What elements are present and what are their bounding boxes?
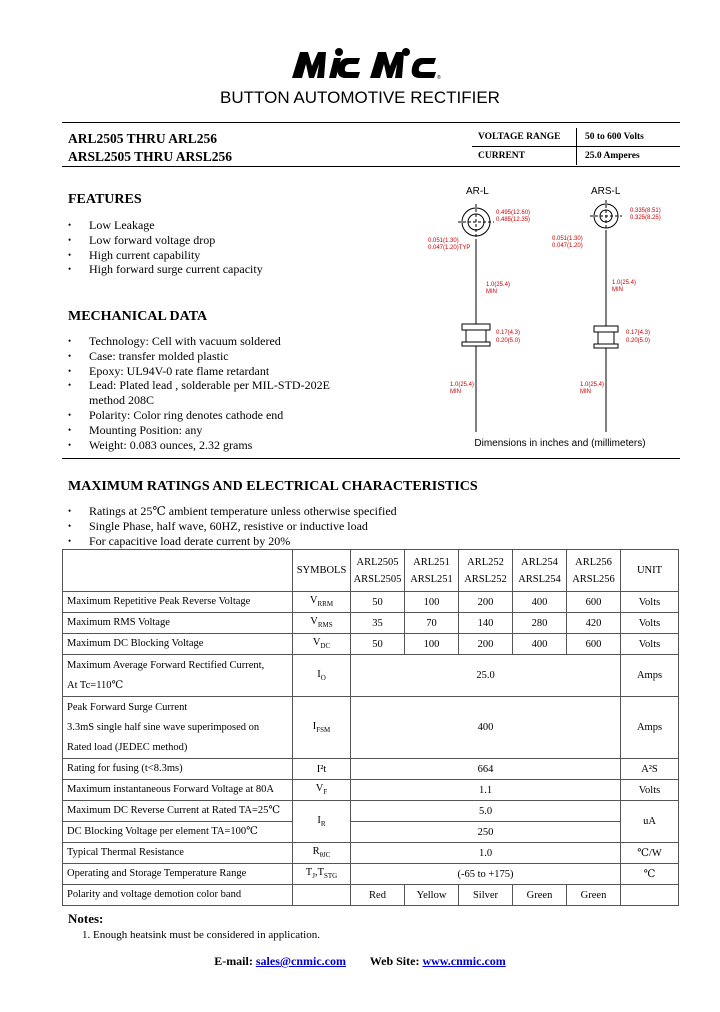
dim-text: 0.335(8.51) (630, 208, 661, 214)
dim-text: MIN (612, 287, 623, 293)
dim-text: 0.047(1.20)TYP (428, 245, 471, 251)
section-rule (62, 458, 680, 459)
package-dimension-diagram (428, 182, 680, 452)
dim-text: 0.17(4.3) (626, 330, 651, 336)
diagram-label-ars-l: ARS-L (591, 186, 621, 197)
table-row: Maximum DC Blocking Voltage $V_{DC}$ 50 100 200 400 600 Volts (63, 634, 679, 655)
part-line-1: ARL2505 THRU ARL256 (68, 131, 218, 146)
part-header: ARL256 ARSL256 (567, 550, 621, 592)
table-row: Maximum RMS Voltage $V_{RMS}$ 35 70 140 280 420 Volts (63, 613, 679, 634)
part-line-2: ARSL2505 THRU ARSL256 (68, 149, 233, 164)
table-row: Maximum Repetitive Peak Reverse Voltage $V_{RRM}$ 50 100 200 400 600 Volts (63, 592, 679, 613)
features-heading: FEATURES (68, 192, 142, 207)
mechanical-item: • Technology: Cell with vacuum soldered (68, 334, 330, 349)
dim-text: 0.17(4.3) (496, 330, 521, 336)
dim-text: MIN (486, 289, 497, 295)
dim-text: 1.0(25.4) (580, 382, 605, 388)
header-rule (62, 166, 680, 167)
ratings-notes (68, 504, 397, 548)
table-row: Maximum DC Reverse Current at Rated TA=25℃ $I_R$ 5.0 uA (63, 801, 679, 822)
dim-text: 0.325(8.25) (630, 215, 661, 221)
dim-text: 0.20(5.0) (626, 338, 651, 344)
part-numbers (68, 130, 232, 166)
voltage-range-label: VOLTAGE RANGE (478, 132, 561, 142)
ratings-heading: MAXIMUM RATINGS AND ELECTRICAL CHARACTERISTICS (68, 479, 478, 494)
dim-text: 0.047(1.20) (552, 243, 583, 249)
table-row: Typical Thermal Resistance $R_{\theta JC}$ 1.0 ℃/W (63, 843, 679, 864)
dim-text: 1.0(25.4) (450, 382, 475, 388)
part-header: ARL254 ARSL254 (513, 550, 567, 592)
part-header: ARL252 ARSL252 (459, 550, 513, 592)
company-logo (290, 46, 440, 80)
unit-header: UNIT (621, 550, 679, 592)
table-row: Operating and Storage Temperature Range $T_J,T_{STG}$ (-65 to +175) ℃ (63, 864, 679, 885)
ratings-note: • For capacitive load derate current by 20% (68, 534, 397, 549)
table-row: Peak Forward Surge Current 3.3mS single half sine wave superimposed on Rated load (JEDEC method) $I_{FSM}$ 400 Amps (63, 697, 679, 759)
note-item: 1. Enough heatsink must be considered in application. (82, 929, 320, 941)
mechanical-item: method 208C (89, 393, 154, 408)
web-label: Web Site: (369, 954, 420, 968)
feature-item: • Low Leakage (68, 218, 263, 233)
dimension-caption: Dimensions in inches and (millimeters) (474, 438, 646, 449)
dim-text: 0.20(5.0) (496, 338, 521, 344)
spec-summary (472, 128, 680, 165)
feature-item: • High current capability (68, 248, 263, 263)
dim-text: 0.495(12.60) (496, 210, 531, 216)
dim-text: MIN (450, 389, 461, 395)
email-label: E-mail: (214, 954, 253, 968)
table-row: Maximum instantaneous Forward Voltage at 80A $V_F$ 1.1 Volts (63, 780, 679, 801)
table-row: Maximum Average Forward Rectified Current, At Tc=110℃ $I_O$ 25.0 Amps (63, 655, 679, 697)
table-header-row (63, 550, 679, 592)
current-label: CURRENT (478, 151, 525, 161)
mechanical-item: • Lead: Plated lead , solderable per MIL-STD-202E (68, 378, 330, 393)
dim-text: 0.485(12.35) (496, 217, 531, 223)
mechanical-heading: MECHANICAL DATA (68, 309, 208, 324)
feature-item: • Low forward voltage drop (68, 233, 263, 248)
ratings-note: • Single Phase, half wave, 60HZ, resistive or inductive load (68, 519, 397, 534)
part-header: ARL2505 ARSL2505 (351, 550, 405, 592)
part-header: ARL251 ARSL251 (405, 550, 459, 592)
dim-text: MIN (580, 389, 591, 395)
mechanical-item: • Case: transfer molded plastic (68, 349, 330, 364)
voltage-range-value: 50 to 600 Volts (585, 132, 644, 142)
mechanical-list (68, 334, 330, 452)
dim-text: 1.0(25.4) (486, 282, 511, 288)
mechanical-item: • Polarity: Color ring denotes cathode end (68, 408, 330, 423)
features-list (68, 218, 263, 277)
web-link[interactable]: www.cnmic.com (422, 954, 506, 968)
table-corner (63, 550, 293, 592)
dim-text: 0.051(1.30) (428, 238, 459, 244)
table-row: Rating for fusing (t<8.3ms) I²t 664 A²S (63, 759, 679, 780)
ratings-note: • Ratings at 25℃ ambient temperature unless otherwise specified (68, 504, 397, 519)
symbols-header: SYMBOLS (293, 550, 351, 592)
svg-text:®: ® (437, 75, 441, 81)
mechanical-item: • Weight: 0.083 ounces, 2.32 grams (68, 438, 330, 453)
mechanical-item: • Epoxy: UL94V-0 rate flame retardant (68, 364, 330, 379)
email-link[interactable]: sales@cnmic.com (255, 954, 346, 968)
dim-text: 1.0(25.4) (612, 280, 637, 286)
diagram-label-ar-l: AR-L (466, 186, 489, 197)
ratings-table (62, 549, 679, 906)
feature-item: • High forward surge current capacity (68, 262, 263, 277)
dim-text: 0.051(1.30) (552, 236, 583, 242)
table-row: Polarity and voltage demotion color band Red Yellow Silver Green Green (63, 885, 679, 906)
notes-heading: Notes: (68, 911, 104, 926)
document-title: BUTTON AUTOMOTIVE RECTIFIER (220, 88, 500, 107)
table-row: DC Blocking Voltage per element TA=100℃ 250 (63, 822, 679, 843)
mechanical-item: • Mounting Position: any (68, 423, 330, 438)
current-value: 25.0 Amperes (585, 151, 640, 161)
top-rule (62, 122, 680, 123)
footer (0, 954, 720, 969)
